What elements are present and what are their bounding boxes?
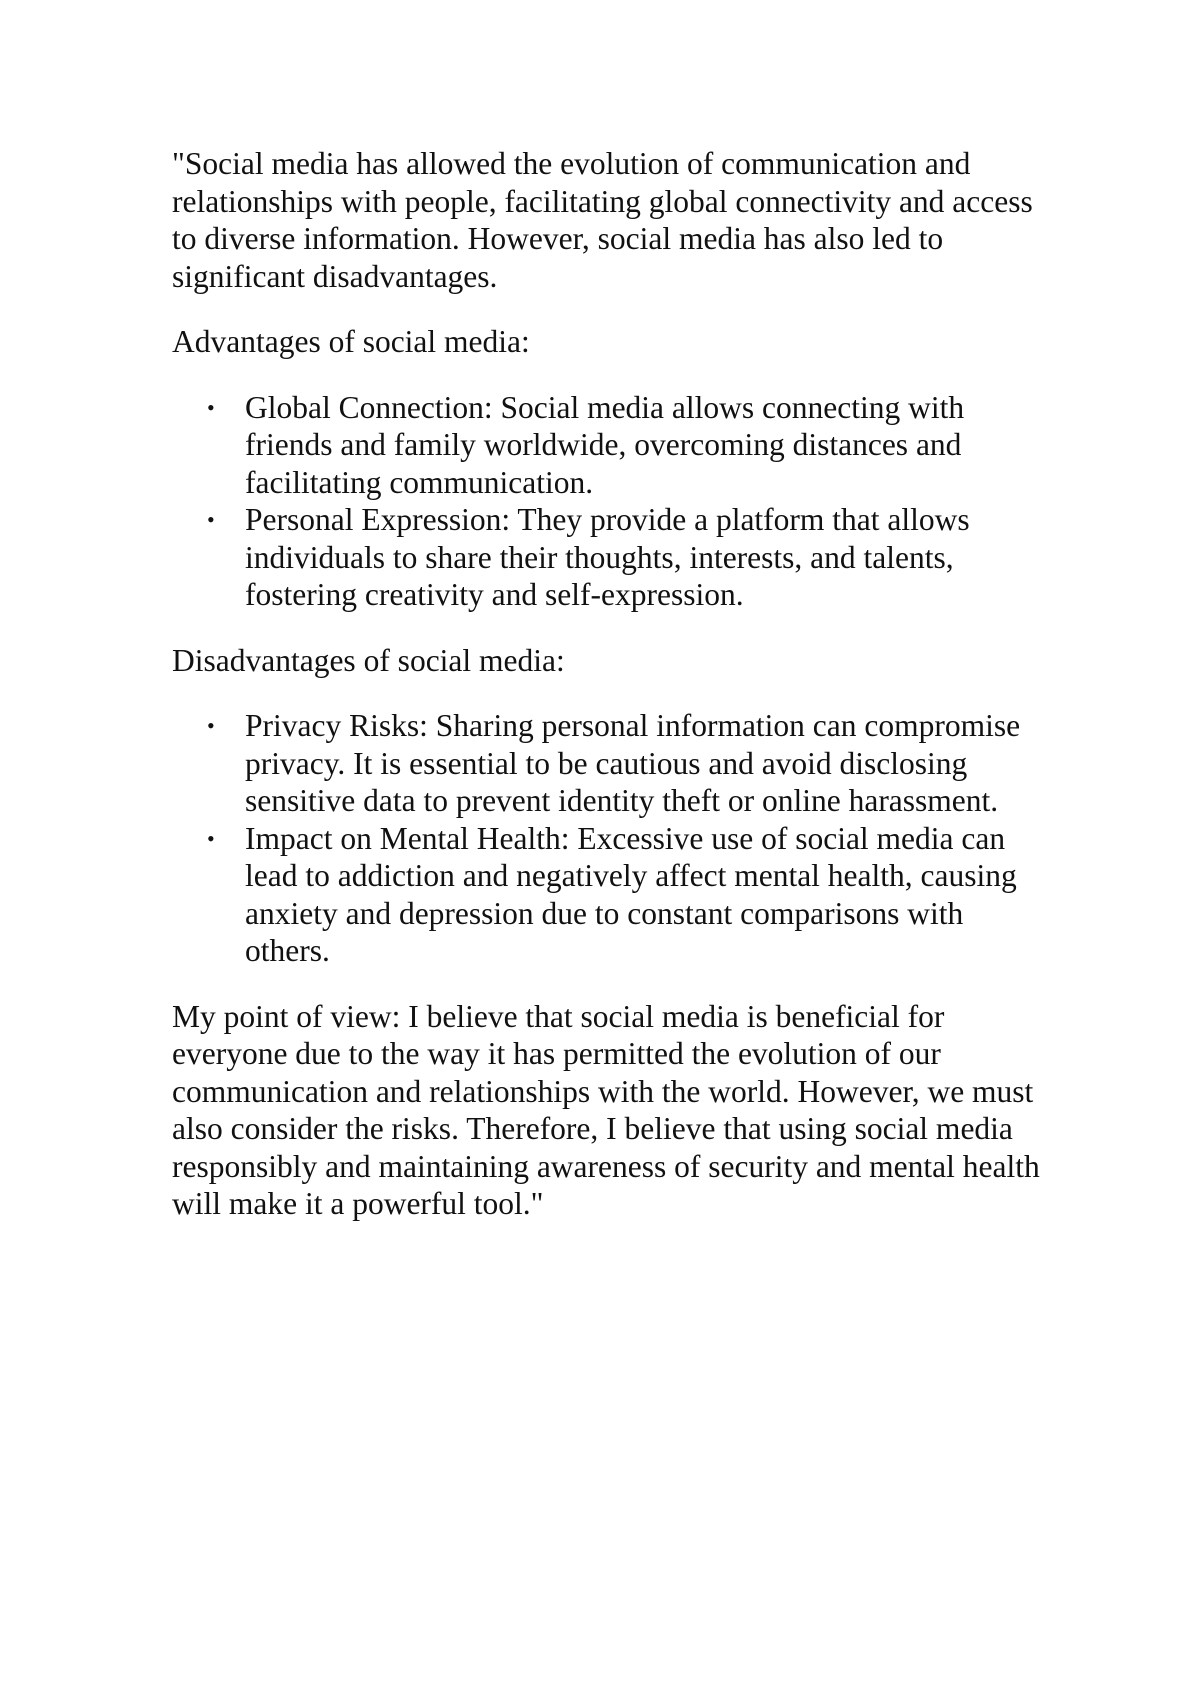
list-item-text: Impact on Mental Health: Excessive use of social media can lead to addiction and negatively affect mental health, causing anxiety and depression due to constant comparisons with others.	[245, 820, 1017, 968]
list-item-text: Global Connection: Social media allows connecting with friends and family worldwide, overcoming distances and facilitating communication.	[245, 389, 965, 500]
conclusion-paragraph: My point of view: I believe that social media is beneficial for everyone due to the way it has permitted the evolution of our communication and relationships with the world. However, we must also consider the risks. Therefore, I believe that using social media responsibly and maintaining awareness of security and mental health will make it a powerful tool."	[172, 998, 1040, 1221]
advantages-heading: Advantages of social media:	[172, 324, 530, 359]
list-item-text: Privacy Risks: Sharing personal information can compromise privacy. It is essential to be cautious and avoid disclosing sensitive data to prevent identity theft or online harassment.	[245, 708, 1021, 818]
list-item	[207, 389, 1052, 502]
bullet-icon: •	[207, 507, 215, 532]
bullet-icon: •	[207, 394, 215, 420]
bullet-icon: •	[207, 825, 215, 851]
list-item	[207, 707, 1052, 820]
bullet-icon: •	[207, 713, 215, 738]
document-page	[172, 145, 1052, 1251]
disadvantages-list	[172, 707, 1052, 970]
advantages-list	[172, 389, 1052, 614]
list-item	[207, 501, 1052, 614]
disadvantages-heading: Disadvantages of social media:	[172, 642, 565, 678]
intro-paragraph: "Social media has allowed the evolution of communication and relationships with people, facilitating global connectivity and access to diverse information. However, social media has also led to significant disadvantages.	[172, 146, 1033, 294]
list-item	[207, 820, 1052, 970]
list-item-text: Personal Expression: They provide a platform that allows individuals to share their thoughts, interests, and talents, fostering creativity and self-expression.	[245, 502, 970, 612]
